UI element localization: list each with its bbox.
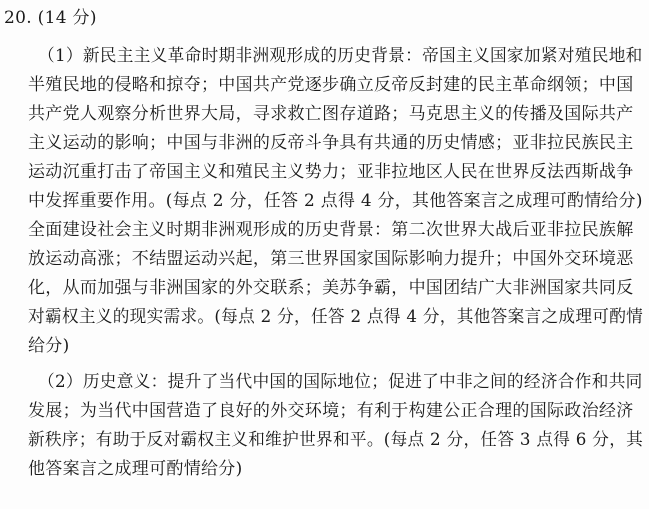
answer-line: 共产党人观察分析世界大局，寻求救亡图存道路；马克思主义的传播及国际共产 [28,104,634,124]
answer-line: 发展；为当代中国营造了良好的外交环境；有利于构建公正合理的国际政治经济 [28,401,634,421]
answer-line: 运动沉重打击了帝国主义和殖民主义势力；亚非拉地区人民在世界反法西斯战争 [28,162,634,182]
answer-line: 中发挥重要作用。(每点 2 分，任答 2 点得 4 分，其他答案言之成理可酌情给分) [28,191,643,211]
answer-line: 化，从而加强与非洲国家的外交联系；美苏争霸，中国团结广大非洲国家共同反 [28,278,634,298]
answer-line: （2）历史意义：提升了当代中国的国际地位；促进了中非之间的经济合作和共同 [38,372,643,392]
answer-line: （1）新民主主义革命时期非洲观形成的历史背景：帝国主义国家加紧对殖民地和 [38,46,643,66]
answer-line: 新秩序；有助于反对霸权主义和维护世界和平。(每点 2 分，任答 3 点得 6 分，其 [28,430,644,450]
answer-line: 放运动高涨；不结盟运动兴起，第三世界国家国际影响力提升；中国外交环境恶 [28,249,634,269]
answer-line: 主义运动的影响；中国与非洲的反帝斗争具有共通的历史情感；亚非拉民族民主 [28,133,634,153]
question-number: 20. [4,8,32,28]
question-header [4,8,97,28]
answer-line: 半殖民地的侵略和掠夺；中国共产党逐步确立反帝反封建的民主革命纲领；中国 [28,75,634,95]
answer-line: 对霸权主义的现实需求。(每点 2 分，任答 2 点得 4 分，其他答案言之成理可酌情 [28,307,644,327]
answer-line: 全面建设社会主义时期非洲观形成的历史背景：第二次世界大战后亚非拉民族解 [28,220,634,240]
answer-line: 他答案言之成理可酌情给分) [28,459,243,479]
question-points: (14 分) [37,8,97,28]
answer-line: 给分) [28,336,70,356]
